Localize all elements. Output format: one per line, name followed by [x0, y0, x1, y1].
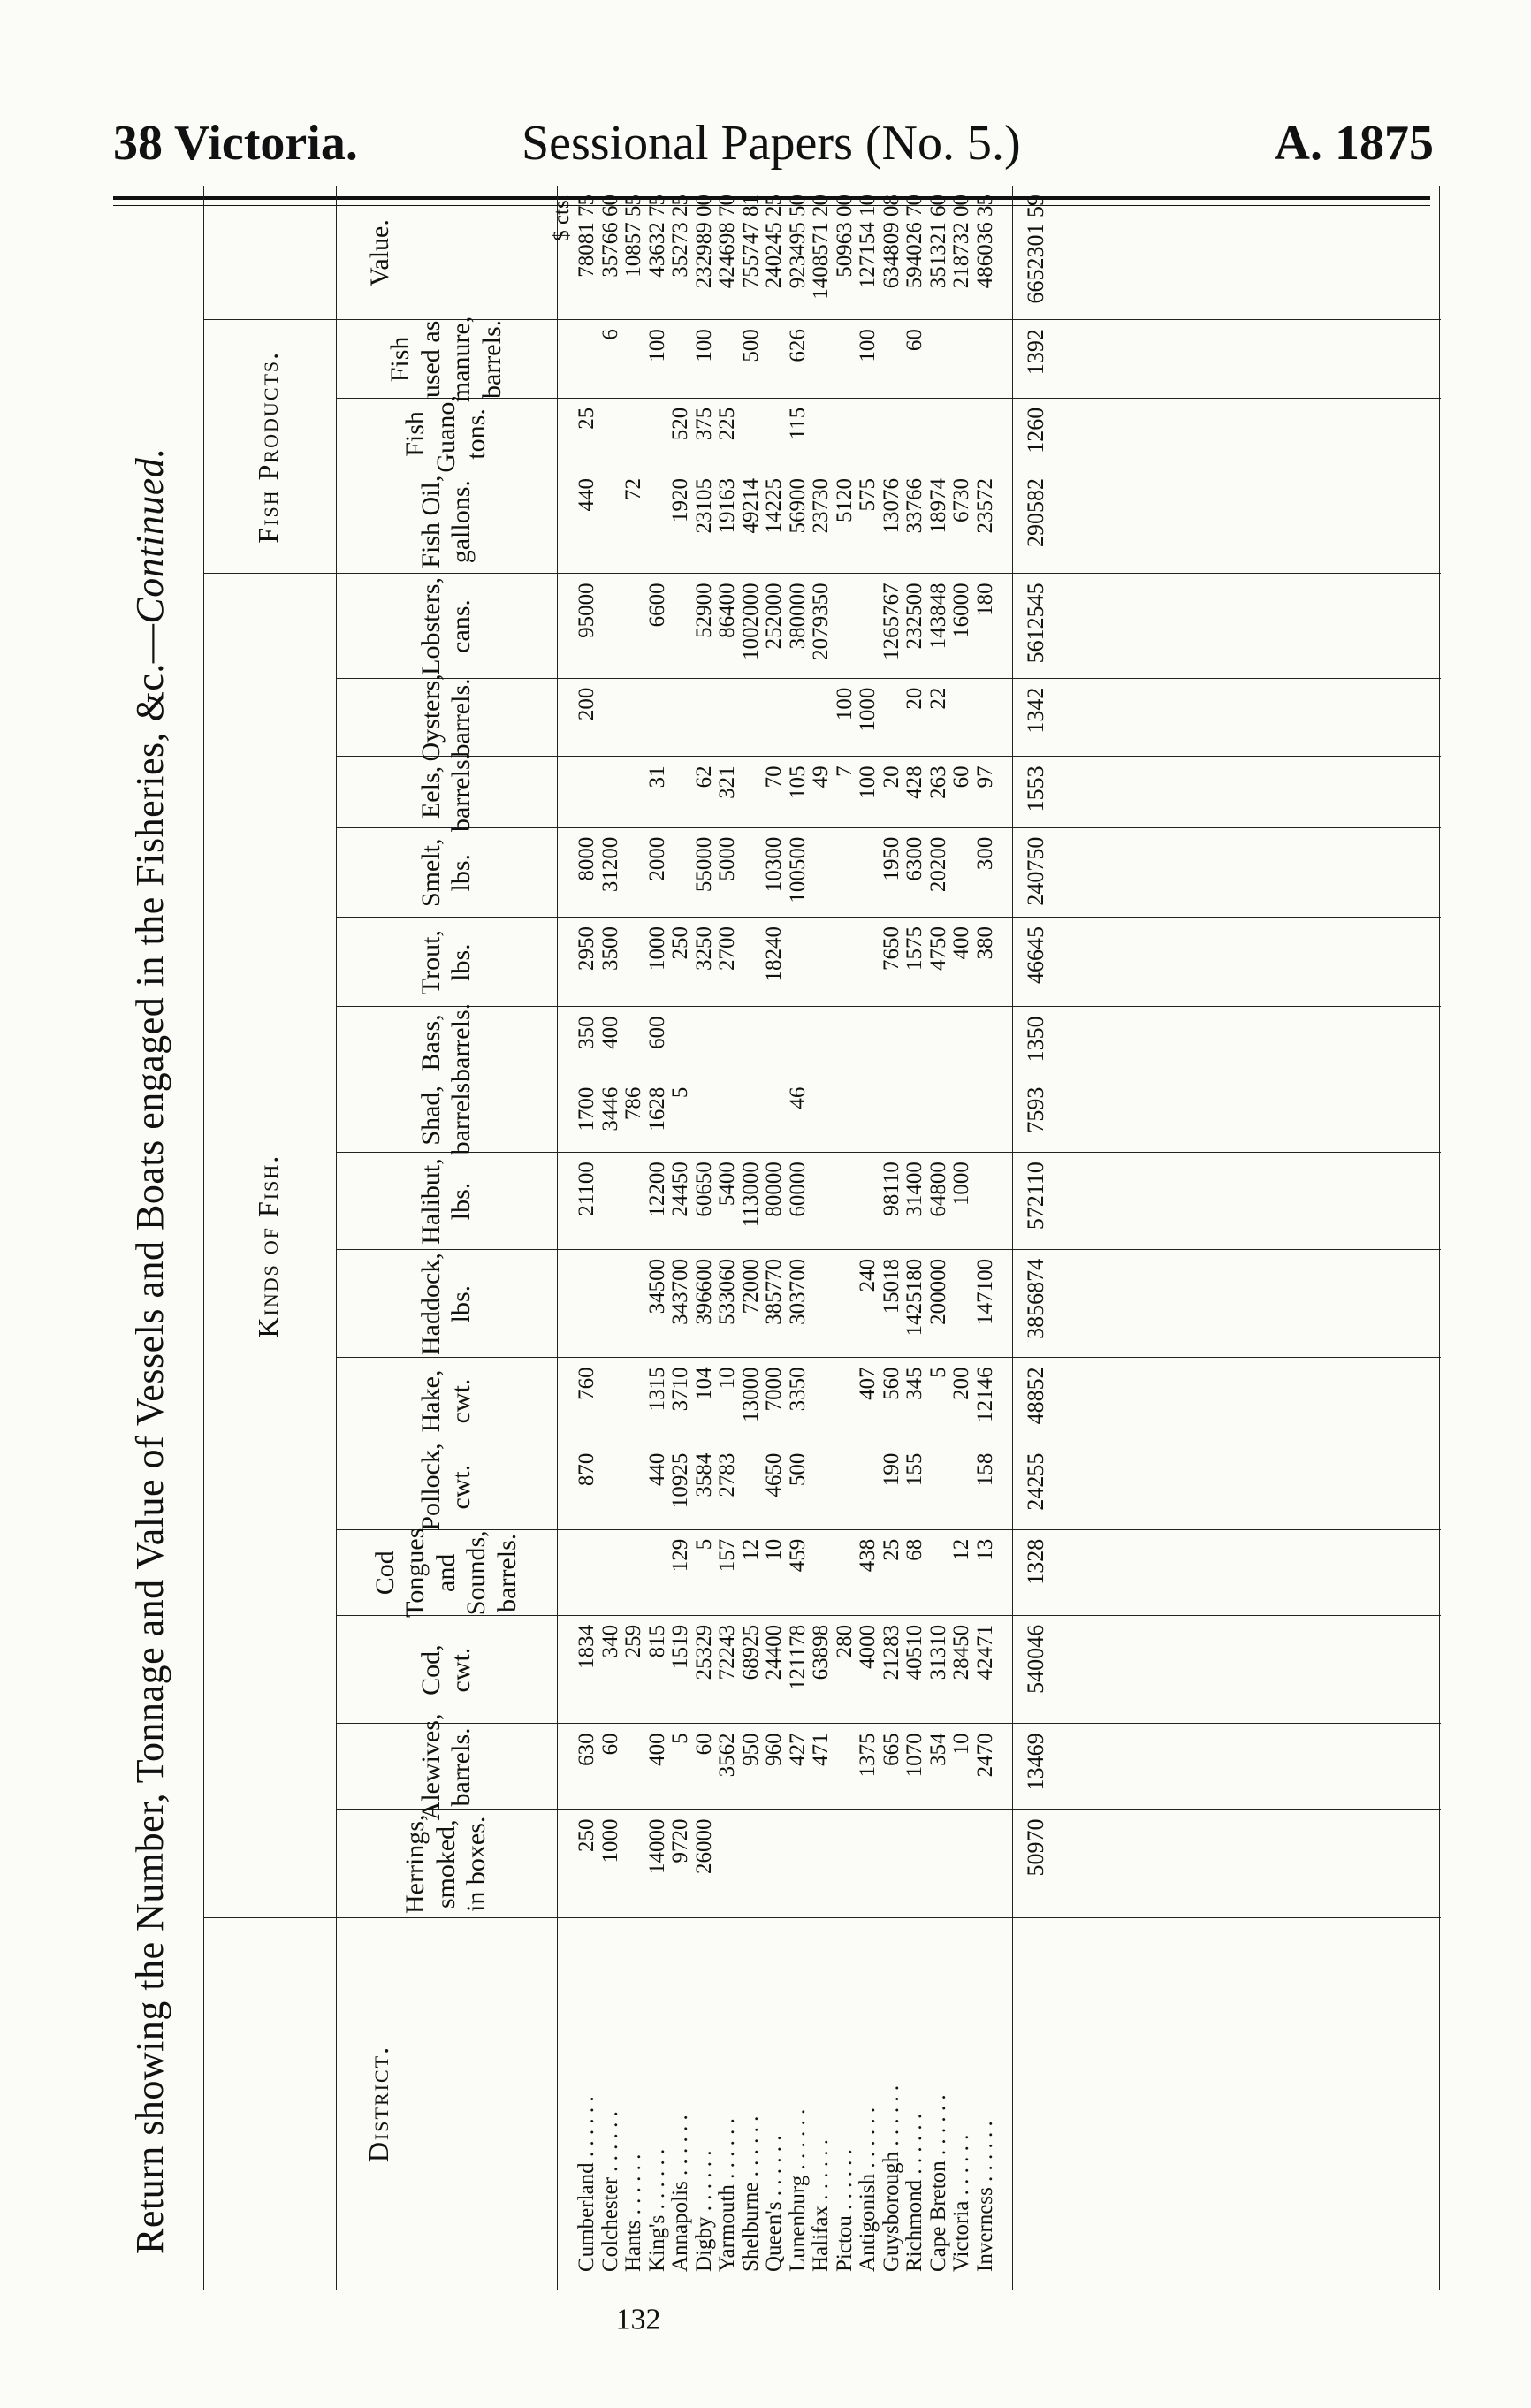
total-cell: 572110 [1023, 1162, 1048, 1231]
table-cell: 25 [879, 1538, 903, 1561]
table-cell: 1000 [598, 1818, 622, 1863]
column-header: Eels, barrels. [415, 752, 476, 832]
table-cell: 259 [621, 1624, 645, 1658]
table-cell: 24400 [762, 1624, 786, 1680]
table-cell: 345 [903, 1367, 926, 1400]
column-header: Halibut, lbs. [415, 1158, 476, 1245]
total-cell: 5612545 [1023, 583, 1048, 664]
table-cell: 6300 [903, 836, 926, 881]
table-cell: 1575 [903, 926, 926, 971]
table-cell: 200 [949, 1367, 973, 1400]
table-cell: 10 [762, 1538, 786, 1561]
table-cell: 1408571 20 [809, 194, 833, 300]
table-cell: 68925 [738, 1624, 763, 1680]
table-cell: 1519 [668, 1624, 692, 1669]
table-cell: 923495 50 [785, 194, 810, 289]
table-cell: 594026 70 [903, 194, 926, 289]
district-label: Pictou . . . . . . [832, 2149, 857, 2272]
table-cell: 18974 [925, 478, 950, 534]
table-cell: 218732 00 [949, 194, 973, 289]
table-cell: 64800 [925, 1162, 950, 1217]
table-cell: 960 [762, 1733, 786, 1766]
table-cell: 115 [785, 407, 810, 440]
table-cell: 2700 [715, 926, 739, 971]
table-cell: 60 [598, 1733, 622, 1756]
column-header: Value. [364, 219, 394, 286]
table-cell: 3250 [691, 926, 716, 971]
table-cell: 396600 [691, 1258, 716, 1325]
table-cell: 31 [644, 766, 669, 789]
table-cell: 80000 [762, 1162, 786, 1217]
district-label: Yarmouth . . . . . . [715, 2118, 739, 2272]
district-label: Queen's . . . . . . [762, 2135, 786, 2272]
district-header: District. [362, 2045, 394, 2163]
table-cell: 400 [598, 1016, 622, 1049]
table-cell: 5000 [715, 836, 739, 881]
table-cell: 104 [691, 1367, 716, 1400]
table-cell: 6730 [949, 478, 973, 523]
table-cell: 486036 35 [972, 194, 997, 289]
table-cell: 351321 60 [925, 194, 950, 289]
table-cell: 14000 [644, 1818, 669, 1874]
table-cell: 46 [785, 1086, 810, 1109]
table-cell: 100500 [785, 836, 810, 903]
table-cell: 13000 [738, 1367, 763, 1422]
district-label: Shelburne . . . . . . [738, 2115, 763, 2272]
table-cell: 78081 75 [575, 194, 598, 278]
table-cell: 240245 25 [762, 194, 786, 289]
table-cell: 42471 [972, 1624, 997, 1680]
table-cell: 6600 [644, 583, 669, 628]
table-cell: 1425180 [903, 1258, 926, 1337]
table-cell: 5 [668, 1086, 692, 1099]
table-cell: 424698 70 [715, 194, 739, 289]
table-cell: 321 [715, 766, 739, 799]
table-cell: 1002000 [738, 583, 763, 660]
table-cell: 870 [575, 1452, 598, 1487]
table-cell: 5 [925, 1367, 950, 1378]
table-cell: 340 [598, 1624, 622, 1658]
table-cell: 13 [972, 1538, 997, 1561]
table-cell: 60650 [691, 1162, 716, 1217]
district-label: Richmond . . . . . . [903, 2113, 926, 2272]
column-header: Cod, cwt. [415, 1644, 476, 1696]
total-cell: 240750 [1023, 836, 1048, 906]
totals-rule [1012, 186, 1013, 2290]
table-cell: 31400 [903, 1162, 926, 1217]
column-header: Bass, barrels. [415, 1002, 476, 1082]
table-cell: 252000 [762, 583, 786, 650]
table-cell: 263 [925, 766, 950, 799]
header-right: A. 1875 [1274, 116, 1434, 171]
table-cell: 380 [972, 926, 997, 960]
table-cell: 3350 [785, 1367, 810, 1412]
total-cell: 7593 [1023, 1086, 1048, 1133]
district-label: Victoria . . . . . . [949, 2134, 973, 2272]
table-cell: 97 [972, 766, 997, 789]
column-header: Alewives, barrels. [415, 1713, 476, 1821]
table-cell: 100 [832, 687, 857, 721]
table-cell: 1000 [949, 1162, 973, 1207]
fish-products-header: Fish Products. [252, 350, 284, 544]
total-cell: 24255 [1023, 1452, 1048, 1511]
table-cell: 12146 [972, 1367, 997, 1422]
table-cell: 438 [856, 1538, 880, 1573]
table-cell: 113000 [738, 1162, 763, 1228]
table-cell: 19163 [715, 478, 739, 534]
table-cell: 343700 [668, 1258, 692, 1325]
table-cell: 20 [879, 766, 903, 789]
table-cell: 21100 [575, 1162, 598, 1216]
header-center: Sessional Papers (No. 5.) [522, 116, 1021, 171]
table-cell: 55000 [691, 836, 716, 893]
table-cell: 60 [903, 329, 926, 352]
table-cell: 121178 [785, 1624, 810, 1690]
table-cell: 10925 [668, 1452, 692, 1509]
table-cell: 105 [785, 766, 810, 799]
table-cell: 14225 [762, 478, 786, 534]
district-label: Halifax . . . . . . [809, 2139, 833, 2272]
total-cell: 3856874 [1023, 1258, 1048, 1339]
kinds-of-fish-header: Kinds of Fish. [252, 1154, 284, 1338]
table-cell: 280 [832, 1624, 857, 1658]
table-cell: 31200 [598, 836, 622, 893]
total-cell: 1260 [1023, 407, 1048, 453]
table-cell: 72 [621, 478, 645, 501]
table-cell: 200000 [925, 1258, 950, 1325]
table-cell: 3710 [668, 1367, 692, 1412]
table-cell: 95000 [575, 583, 598, 638]
total-cell: 1392 [1023, 329, 1048, 376]
table-cell: 303700 [785, 1258, 810, 1325]
table-cell: 4650 [762, 1452, 786, 1497]
table-cell: 31310 [925, 1624, 950, 1680]
table-cell: 86400 [715, 583, 739, 638]
column-header: Cod Tongues and Sounds, barrels. [369, 1528, 522, 1618]
table-cell: 760 [575, 1367, 598, 1400]
table-cell: 34500 [644, 1258, 669, 1314]
table-cell: 10857 55 [621, 194, 645, 278]
table-cell: 52900 [691, 583, 716, 638]
page-number: 132 [615, 2303, 661, 2336]
district-label: Colchester . . . . . . [598, 2111, 622, 2272]
table-cell: 815 [644, 1624, 669, 1658]
table-cell: 143848 [925, 583, 950, 650]
table-cell: 9720 [668, 1818, 692, 1863]
table-cell: 4750 [925, 926, 950, 971]
table-cell: 190 [879, 1452, 903, 1487]
table-cell: 385770 [762, 1258, 786, 1325]
column-header: Pollock, cwt. [415, 1443, 476, 1531]
table-cell: 28450 [949, 1624, 973, 1680]
table-cell: 1000 [644, 926, 669, 971]
table-cell: 98110 [879, 1162, 903, 1216]
table-cell: 375 [691, 407, 716, 441]
table-cell: 7 [832, 766, 857, 777]
table-cell: 70 [762, 766, 786, 789]
table-cell: 10 [715, 1367, 739, 1390]
table-cell: 147100 [972, 1258, 997, 1325]
table-cell: 1950 [879, 836, 903, 881]
column-header: Fish used as manure, barrels. [385, 316, 507, 403]
table-cell: 49214 [738, 478, 763, 534]
table-cell: 354 [925, 1733, 950, 1766]
district-label: Guysborough . . . . . . [879, 2084, 903, 2272]
table-cell: 49 [809, 766, 833, 789]
table-cell: 4000 [856, 1624, 880, 1669]
table-cell: 72000 [738, 1258, 763, 1314]
table-cell: 350 [575, 1016, 598, 1049]
table-cell: 428 [903, 766, 926, 799]
table-cell: 62 [691, 766, 716, 789]
table-cell: 40510 [903, 1624, 926, 1680]
table-cell: 2079350 [809, 583, 833, 660]
table-cell: 13076 [879, 478, 903, 534]
table-cell: 200 [575, 687, 598, 721]
table-cell: 63898 [809, 1624, 833, 1680]
table-cell: 400 [644, 1733, 669, 1766]
table-cell: 665 [879, 1733, 903, 1766]
table-cell: 129 [668, 1538, 692, 1573]
table-cell: 1000 [856, 687, 880, 732]
table-cell: 232989 00 [691, 194, 716, 289]
column-header: Smelt, lbs. [415, 838, 476, 908]
total-cell: 1328 [1023, 1538, 1048, 1585]
table-cell: 5400 [715, 1162, 739, 1207]
table-cell: 23572 [972, 478, 997, 534]
table-cell: 427 [785, 1733, 810, 1766]
table-cell: 3562 [715, 1733, 739, 1778]
table-cell: 100 [856, 329, 880, 362]
district-label: Inverness . . . . . . [972, 2121, 997, 2272]
district-label: Cape Breton . . . . . . [925, 2094, 950, 2272]
column-header: Haddock, lbs. [415, 1253, 476, 1356]
table-cell: 20 [903, 687, 926, 710]
table-cell: 158 [972, 1452, 997, 1487]
column-header: Trout, lbs. [415, 930, 476, 995]
column-header: Fish Guano, tons. [400, 395, 491, 473]
table-cell: 8000 [575, 836, 598, 881]
header-left: 38 Victoria. [113, 116, 358, 171]
table-cell: 2000 [644, 836, 669, 881]
district-label: King's . . . . . . [644, 2148, 669, 2272]
table-cell: 100 [644, 329, 669, 362]
table-cell: 407 [856, 1367, 880, 1400]
table-cell: 1834 [575, 1624, 598, 1669]
district-label: Annapolis . . . . . . [668, 2115, 692, 2272]
table-cell: 12200 [644, 1162, 669, 1217]
table-cell: 5 [668, 1733, 692, 1744]
table-cell: 16000 [949, 583, 973, 638]
total-cell: 13469 [1023, 1733, 1048, 1791]
table-cell: 157 [715, 1538, 739, 1573]
header-bottom-rule [557, 186, 558, 2290]
value-units: $ cts. [550, 194, 574, 241]
column-header: Shad, barrels. [415, 1076, 476, 1155]
district-label: Antigonish . . . . . . [856, 2107, 880, 2272]
table-cell: 2470 [972, 1733, 997, 1778]
table-cell: 2783 [715, 1452, 739, 1497]
fisheries-table [203, 186, 1441, 2336]
table-cell: 72243 [715, 1624, 739, 1680]
total-cell: 50970 [1023, 1818, 1048, 1877]
table-cell: 786 [621, 1086, 645, 1121]
district-label: Cumberland . . . . . . [575, 2096, 598, 2272]
table-cell: 250 [575, 1818, 598, 1852]
district-label: Digby . . . . . . [691, 2150, 716, 2272]
table-cell: 100 [856, 766, 880, 799]
total-cell: 1553 [1023, 766, 1048, 812]
total-cell: 46645 [1023, 926, 1048, 984]
table-cell: 5120 [832, 478, 857, 523]
table-cell: 634809 08 [879, 194, 903, 289]
table-cell: 630 [575, 1733, 598, 1766]
table-cell: 12 [738, 1538, 763, 1561]
table-cell: 33766 [903, 478, 926, 534]
table-cell: 50963 00 [832, 194, 857, 278]
table-cell: 35766 60 [598, 194, 622, 278]
table-cell: 575 [856, 478, 880, 512]
table-cell: 10300 [762, 836, 786, 893]
table-cell: 471 [809, 1733, 833, 1766]
table-cell: 25329 [691, 1624, 716, 1680]
column-header: Herrings, smoked, in boxes. [400, 1814, 491, 1914]
table-cell: 380000 [785, 583, 810, 650]
table-cell: 1070 [903, 1733, 926, 1778]
table-cell: 22 [925, 687, 950, 710]
table-cell: 7000 [762, 1367, 786, 1412]
table-cell: 520 [668, 407, 692, 441]
table-cell: 3446 [598, 1086, 622, 1132]
table-cell: 24450 [668, 1162, 692, 1217]
table-cell: 23730 [809, 478, 833, 534]
table-cell: 2950 [575, 926, 598, 971]
table-cell: 5 [691, 1538, 716, 1551]
table-cell: 127154 10 [856, 194, 880, 289]
table-cell: 755747 81 [738, 194, 763, 289]
table-cell: 7650 [879, 926, 903, 971]
district-label: Lunenburg . . . . . . [785, 2108, 810, 2272]
table-title [115, 150, 186, 2254]
table-cell: 3500 [598, 926, 622, 971]
table-cell: 1265767 [879, 583, 903, 660]
table-cell: 18240 [762, 926, 786, 982]
table-cell: 155 [903, 1452, 926, 1487]
table-cell: 60000 [785, 1162, 810, 1217]
table-cell: 25 [575, 407, 598, 430]
table-cell: 68 [903, 1538, 926, 1561]
table-cell: 250 [668, 926, 692, 960]
column-header: Lobsters, cans. [415, 577, 476, 675]
column-header: Fish Oil, gallons. [415, 475, 476, 568]
table-cell: 21283 [879, 1624, 903, 1680]
total-cell: 290582 [1023, 478, 1048, 548]
table-cell: 600 [644, 1016, 669, 1049]
table-cell: 400 [949, 926, 973, 960]
table-cell: 950 [738, 1733, 763, 1766]
table-cell: 300 [972, 836, 997, 871]
table-cell: 20200 [925, 836, 950, 893]
total-cell: 6652301 59 [1023, 194, 1048, 304]
table-cell: 12 [949, 1538, 973, 1561]
table-cell: 240 [856, 1258, 880, 1292]
table-top-rule [203, 186, 204, 2290]
table-cell: 26000 [691, 1818, 716, 1874]
table-cell: 43632 75 [644, 194, 669, 278]
table-bottom-rule [1439, 186, 1440, 2290]
table-cell: 1628 [644, 1086, 669, 1132]
table-cell: 23105 [691, 478, 716, 534]
table-cell: 60 [949, 766, 973, 789]
table-cell: 60 [691, 1733, 716, 1756]
column-header: Hake, cwt. [415, 1369, 476, 1433]
column-header: Oysters, barrels. [415, 674, 476, 762]
table-cell: 3584 [691, 1452, 716, 1497]
title-main: Return showing the Number, Tonnage and Value of Vessels and Boats engaged in the Fisheries, &c.— [128, 623, 171, 2254]
table-cell: 225 [715, 407, 739, 441]
table-cell: 35273 25 [668, 194, 692, 278]
title-suffix: Continued. [128, 447, 171, 624]
table-cell: 15018 [879, 1258, 903, 1314]
table-cell: 533060 [715, 1258, 739, 1325]
total-cell: 540046 [1023, 1624, 1048, 1694]
table-cell: 1920 [668, 478, 692, 523]
table-cell: 180 [972, 583, 997, 616]
table-cell: 440 [644, 1452, 669, 1487]
table-cell: 1375 [856, 1733, 880, 1778]
table-cell: 440 [575, 478, 598, 512]
table-cell: 100 [691, 329, 716, 362]
total-cell: 48852 [1023, 1367, 1048, 1425]
table-cell: 626 [785, 329, 810, 362]
table-cell: 459 [785, 1538, 810, 1573]
rotated-table-block [115, 150, 1459, 2336]
total-cell: 1342 [1023, 687, 1048, 734]
table-cell: 6 [598, 329, 622, 340]
table-cell: 10 [949, 1733, 973, 1756]
table-cell: 1315 [644, 1367, 669, 1412]
table-cell: 1700 [575, 1086, 598, 1132]
table-cell: 232500 [903, 583, 926, 650]
district-label: Hants . . . . . . [621, 2153, 645, 2272]
table-cell: 56900 [785, 478, 810, 534]
table-cell: 560 [879, 1367, 903, 1400]
total-cell: 1350 [1023, 1016, 1048, 1063]
table-cell: 500 [785, 1452, 810, 1487]
table-cell: 500 [738, 329, 763, 362]
